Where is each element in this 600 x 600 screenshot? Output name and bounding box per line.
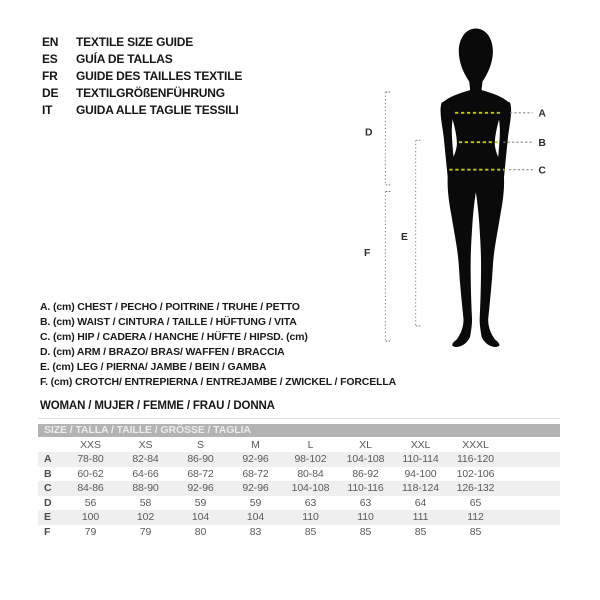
measure-label-d: D <box>365 127 373 139</box>
size-cell: 85 <box>414 525 427 538</box>
language-title: GUIDE DES TAILLES TEXTILE <box>76 69 243 83</box>
size-cell: 59 <box>194 496 207 509</box>
size-cell: 110 <box>357 511 374 524</box>
size-cell: 110 <box>302 511 319 524</box>
measure-line-d <box>385 92 391 185</box>
size-cell: 104-108 <box>346 453 385 466</box>
size-cell: 88-90 <box>132 482 159 495</box>
language-row <box>42 102 242 119</box>
size-cell: 68-72 <box>187 467 214 480</box>
size-cell: 64-66 <box>132 467 159 480</box>
size-cell: 94-100 <box>404 467 437 480</box>
size-cell: 63 <box>304 496 317 509</box>
measurement-item: C. (cm) HIP / CADERA / HANCHE / HÜFTE / HIPSD. (cm) <box>40 331 308 343</box>
size-cell: 112 <box>467 511 484 524</box>
measurement-item: A. (cm) CHEST / PECHO / POITRINE / TRUHE / PETTO <box>40 301 300 313</box>
size-cell: 92-96 <box>242 453 269 466</box>
language-code: DE <box>42 86 59 100</box>
size-cell: 58 <box>139 496 152 509</box>
row-label: B <box>44 467 52 480</box>
column-header: S <box>197 438 204 451</box>
table-row <box>38 525 560 540</box>
size-cell: 126-132 <box>456 482 495 495</box>
column-header-row <box>38 437 560 452</box>
language-title: TEXTILE SIZE GUIDE <box>76 35 194 49</box>
language-row <box>42 68 242 85</box>
size-cell: 92-96 <box>242 482 269 495</box>
column-header: M <box>251 438 260 451</box>
column-header: XXS <box>80 438 101 451</box>
table-row <box>38 452 560 467</box>
column-header: L <box>307 438 314 451</box>
size-cell: 56 <box>84 496 97 509</box>
size-cell: 85 <box>304 525 317 538</box>
row-label: C <box>44 482 52 495</box>
column-header: XXXL <box>462 438 489 451</box>
table-row <box>38 481 560 496</box>
size-cell: 86-92 <box>352 467 379 480</box>
size-cell: 116-120 <box>456 453 495 466</box>
measure-line-e <box>416 140 422 326</box>
language-code: EN <box>42 35 59 49</box>
table-row <box>38 496 560 511</box>
measurement-list <box>40 300 396 390</box>
size-cell: 79 <box>139 525 152 538</box>
size-table <box>38 424 560 539</box>
table-body <box>38 452 560 539</box>
size-cell: 86-90 <box>187 453 214 466</box>
size-cell: 63 <box>359 496 372 509</box>
column-header: XXL <box>410 438 431 451</box>
size-cell: 82-84 <box>132 453 159 466</box>
size-cell: 85 <box>359 525 372 538</box>
size-cell: 104 <box>191 511 210 524</box>
measurement-item: B. (cm) WAIST / CINTURA / TAILLE / HÜFTUNG / VITA <box>40 316 297 328</box>
language-code: FR <box>42 69 58 83</box>
size-cell: 80-84 <box>297 467 324 480</box>
table-row <box>38 510 560 525</box>
language-title: GUÍA DE TALLAS <box>76 52 173 66</box>
silhouette-head <box>459 29 493 92</box>
row-label: F <box>44 525 51 538</box>
size-cell: 65 <box>469 496 482 509</box>
column-header: XL <box>359 438 372 451</box>
size-cell: 79 <box>84 525 97 538</box>
language-row <box>42 51 242 68</box>
table-row <box>38 467 560 482</box>
size-cell: 102-106 <box>456 467 495 480</box>
size-cell: 92-96 <box>187 482 214 495</box>
woman-heading: WOMAN / MUJER / FEMME / FRAU / DONNA <box>40 400 275 412</box>
size-cell: 98-102 <box>294 453 327 466</box>
row-label: D <box>44 496 52 509</box>
language-row <box>42 85 242 102</box>
size-cell: 85 <box>469 525 482 538</box>
measure-label-c: C <box>538 165 546 177</box>
size-cell: 83 <box>249 525 262 538</box>
language-row <box>42 34 242 51</box>
language-code: ES <box>42 52 58 66</box>
language-title: TEXTILGRÖßENFÜHRUNG <box>76 86 225 100</box>
row-label: E <box>44 511 51 524</box>
size-cell: 118-124 <box>401 482 440 495</box>
size-cell: 104 <box>246 511 265 524</box>
measurement-item: D. (cm) ARM / BRAZO/ BRAS/ WAFFEN / BRACCIA <box>40 346 285 358</box>
measurement-item: F. (cm) CROTCH/ ENTREPIERNA / ENTREJAMBE / ZWICKEL / FORCELLA <box>40 376 397 388</box>
size-cell: 110-114 <box>402 453 439 466</box>
size-cell: 78-80 <box>77 453 104 466</box>
row-label: A <box>44 453 52 466</box>
size-table-header-band: SIZE / TALLA / TAILLE / GRÖSSE / TAGLIA <box>38 424 560 437</box>
size-cell: 64 <box>414 496 427 509</box>
measure-label-f: F <box>364 247 371 259</box>
measure-label-b: B <box>538 138 546 149</box>
language-list <box>42 34 242 119</box>
size-cell: 68-72 <box>242 467 269 480</box>
measurement-item: E. (cm) LEG / PIERNA/ JAMBE / BEIN / GAMBA <box>40 361 267 373</box>
size-cell: 110-116 <box>347 482 384 495</box>
silhouette-body <box>442 90 510 347</box>
size-cell: 104-108 <box>291 482 330 495</box>
language-title: GUIDA ALLE TAGLIE TESSILI <box>76 103 239 117</box>
column-header: XS <box>138 438 153 451</box>
size-cell: 84-86 <box>77 482 104 495</box>
size-cell: 111 <box>412 511 429 524</box>
measure-label-e: E <box>401 231 408 243</box>
measure-label-a: A <box>538 108 546 120</box>
size-cell: 80 <box>194 525 207 538</box>
size-cell: 100 <box>81 511 100 524</box>
size-cell: 102 <box>136 511 155 524</box>
language-code: IT <box>42 103 53 117</box>
table-top-rule <box>38 418 560 419</box>
size-cell: 60-62 <box>77 467 104 480</box>
size-cell: 59 <box>249 496 262 509</box>
